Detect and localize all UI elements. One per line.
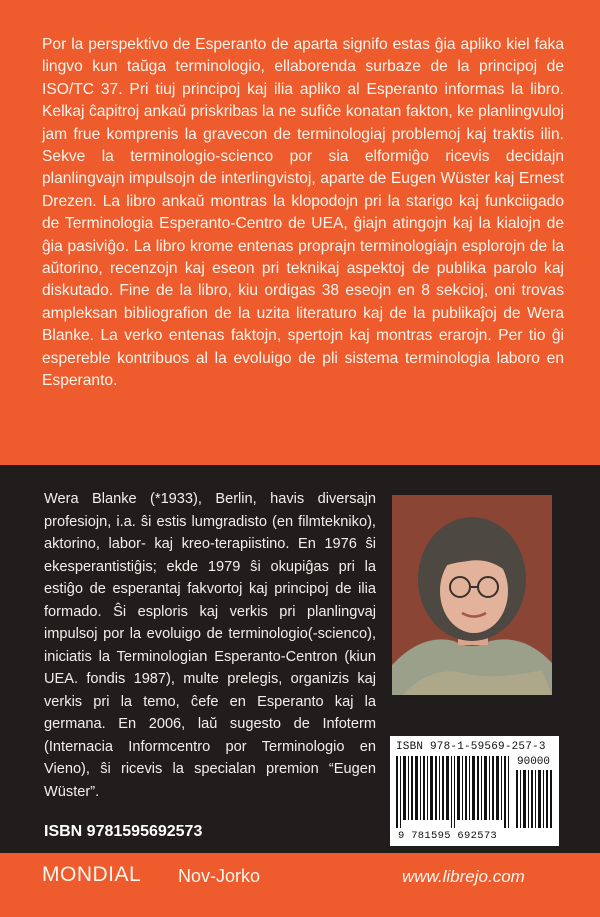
barcode-isbn-text: ISBN 978-1-59569-257-3 (396, 741, 546, 753)
addon-barcode-icon (516, 770, 554, 828)
isbn-number: ISBN 9781595692573 (44, 823, 203, 840)
publisher-city: Nov-Jorko (178, 866, 261, 886)
price-code: 90000 (517, 756, 551, 768)
publisher-name: MONDIAL (42, 863, 142, 886)
author-panel (0, 465, 600, 853)
barcode-icon (396, 756, 512, 828)
author-photo (392, 495, 552, 695)
book-description: Por la perspektivo de Esperanto de aparta signifo estas ĝia apliko kiel faka lingvo kun taŭga terminologio, ellaborenda surbaze de la principoj de ISO/TC 37. Pri tiuj principoj kaj ilia apliko al Esperanto informas la libro. Kelkaj ĉapitroj ankaŭ priskribas la ne sufiĉe konatan fakton, ke planlingvuloj jam frue komprenis la gravecon de terminologiaj problemoj kaj traktis ilin. Sekve la terminologio-scienco por sia elformiĝo ricevis decidajn planlingvajn impulsojn de interlingvistoj, aparte de Eugen Wüster kaj Ernest Drezen. La libro ankaŭ montras la klopodojn pri la starigo kaj funkciigado de Terminologia Esperanto-Centro de UEA, ĝiajn atingojn kaj la kialojn de ĝia pasiviĝo. La libro krome entenas proprajn terminologiajn esplorojn de la aŭtorino, recenzojn kaj eseon pri teknikaj aspektoj de publika parolo kaj diskutado. Fine de la libro, kiu ordigas 38 eseojn en 8 sekcioj, oni trovas ampleksan bibliografion de la uzita literaturo kaj de la publikaĵoj de Wera Blanke. La verko entenas faktojn, spertojn kaj montras erarojn. Per tio ĝi espereble kontribuos al la evoluigo de pli sistema terminologia laboro en Esperanto. (42, 36, 564, 390)
author-biography: Wera Blanke (*1933), Berlin, havis diversajn profesiojn, i.a. ŝi estis lumgradisto (en filmtekniko), aktorino, labor- kaj kreo-terapiistino. En 1976 ŝi ekesperantistiĝis; ekde 1979 ŝi okupiĝas pri la estiĝo de esperantaj fakvortoj kaj principoj de ilia formado. Ŝi esploris kaj verkis pri planlingvaj impulsoj por la evoluigo de terminologio(-scienco), iniciatis la Terminologian Esperanto-Centron (kiun UEA. fondis 1987), multe prelegis, organizis kaj verkis pri la temo, ĉefe en Esperanto kaj la germana. En 2006, laŭ sugesto de Infoterm (Internacia Informcentro por Terminologio en Vieno), ŝi ricevis la specialan premion “Eugen Wüster”. (44, 491, 376, 800)
publisher-footer (0, 853, 600, 917)
barcode-digits: 9 781595 692573 (398, 830, 498, 842)
barcode-label (390, 736, 559, 846)
author-portrait-icon (392, 495, 552, 695)
publisher-website: www.librejo.com (402, 867, 525, 886)
